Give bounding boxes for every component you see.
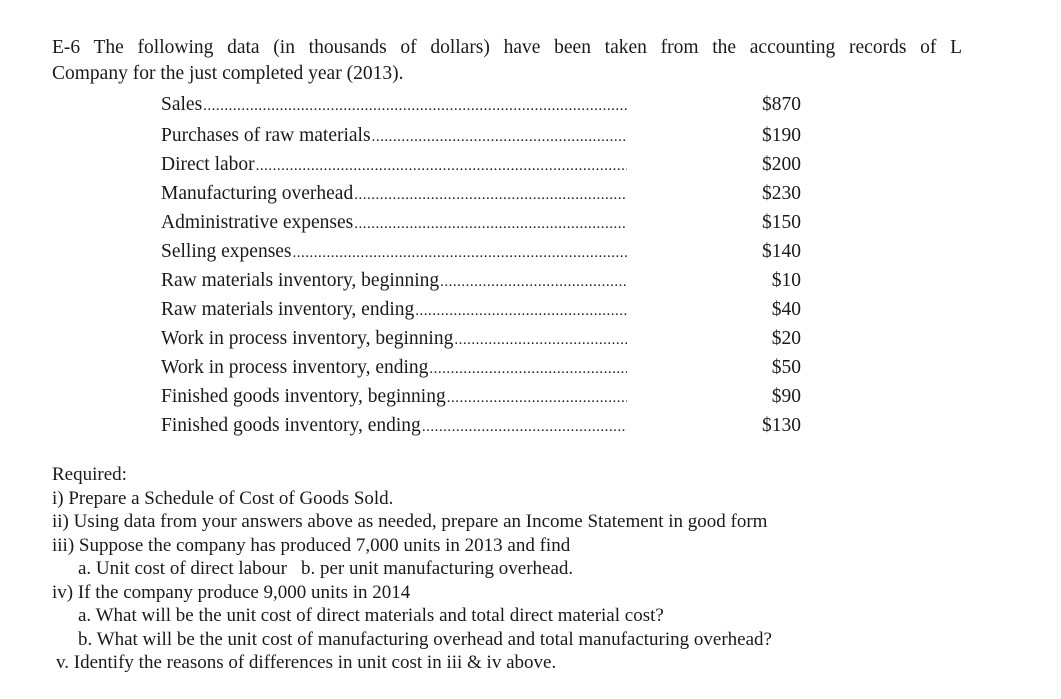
ledger-row-wip-begin [161,326,801,352]
ledger-label: Work in process inventory, beginning [161,328,454,349]
ledger-amount: $870 [762,94,801,115]
dot-leader [415,298,627,324]
ledger-amount: $130 [762,415,801,436]
ledger-label: Work in process inventory, ending [161,357,429,378]
ledger-row-sales [161,92,801,118]
ledger-label: Finished goods inventory, ending [161,415,421,436]
ledger-row-manufacturing-overhead [161,181,801,207]
ledger-label: Purchases of raw materials [161,125,371,146]
ledger-row-purchases [161,123,801,149]
ledger-label: Selling expenses [161,241,292,262]
ledger-row-administrative [161,210,801,236]
question-2: ii) Using data from your answers above as needed, prepare an Income Statement in good form [52,511,768,532]
ledger-amount: $90 [771,386,801,407]
ledger-row-fg-end [161,413,801,439]
ledger-amount: $50 [771,357,801,378]
ledger-amount: $20 [771,328,801,349]
question-5: v. Identify the reasons of differences in unit cost in iii & iv above. [56,652,557,673]
required-section [52,463,952,675]
question-3: iii) Suppose the company has produced 7,000 units in 2013 and find [52,534,571,556]
dot-leader [447,385,627,411]
question-4a: a. What will be the unit cost of direct materials and total direct material cost? [78,605,664,626]
ledger-amount: $140 [762,241,801,262]
required-heading: Required: [52,464,127,485]
ledger-label: Manufacturing overhead [161,183,354,204]
question-4b: b. What will be the unit cost of manufacturing overhead and total manufacturing overhead? [78,628,772,650]
ledger-row-raw-begin [161,268,801,294]
ledger-amount: $40 [771,299,801,320]
problem-intro [52,35,962,87]
dot-leader [354,211,627,237]
dot-leader [454,327,627,353]
question-1: i) Prepare a Schedule of Cost of Goods Sold. [52,487,394,509]
ledger-label: Sales [161,94,203,115]
ledger-amount: $190 [762,125,801,146]
question-3-parts [52,557,952,581]
dot-leader [440,269,627,295]
intro-line-1: E-6 The following data (in thousands of dollars) have been taken from the accounting records of L [52,37,962,58]
ledger-amount: $230 [762,183,801,204]
question-3a: a. Unit cost of direct labour [78,558,287,579]
ledger-label: Finished goods inventory, beginning [161,386,446,407]
dot-leader [372,124,627,150]
question-4: iv) If the company produce 9,000 units in 2014 [52,581,411,603]
ledger-row-direct-labor [161,152,801,178]
ledger-amount: $10 [771,270,801,291]
dot-leader [422,414,627,440]
ledger-amount: $200 [762,154,801,175]
ledger-row-selling [161,239,801,265]
dot-leader [354,182,627,208]
ledger-amount: $150 [762,212,801,233]
ledger-label: Direct labor [161,154,255,175]
ledger-row-wip-end [161,355,801,381]
dot-leader [256,153,627,179]
dot-leader [203,93,627,119]
ledger-row-fg-begin [161,384,801,410]
ledger-label: Administrative expenses [161,212,354,233]
intro-line-2: Company for the just completed year (2013). [52,63,404,84]
ledger-label: Raw materials inventory, ending [161,299,415,320]
question-3b: b. per unit manufacturing overhead. [300,558,574,579]
dot-leader [293,240,627,266]
ledger-label: Raw materials inventory, beginning [161,270,440,291]
dot-leader [429,356,627,382]
ledger-row-raw-end [161,297,801,323]
